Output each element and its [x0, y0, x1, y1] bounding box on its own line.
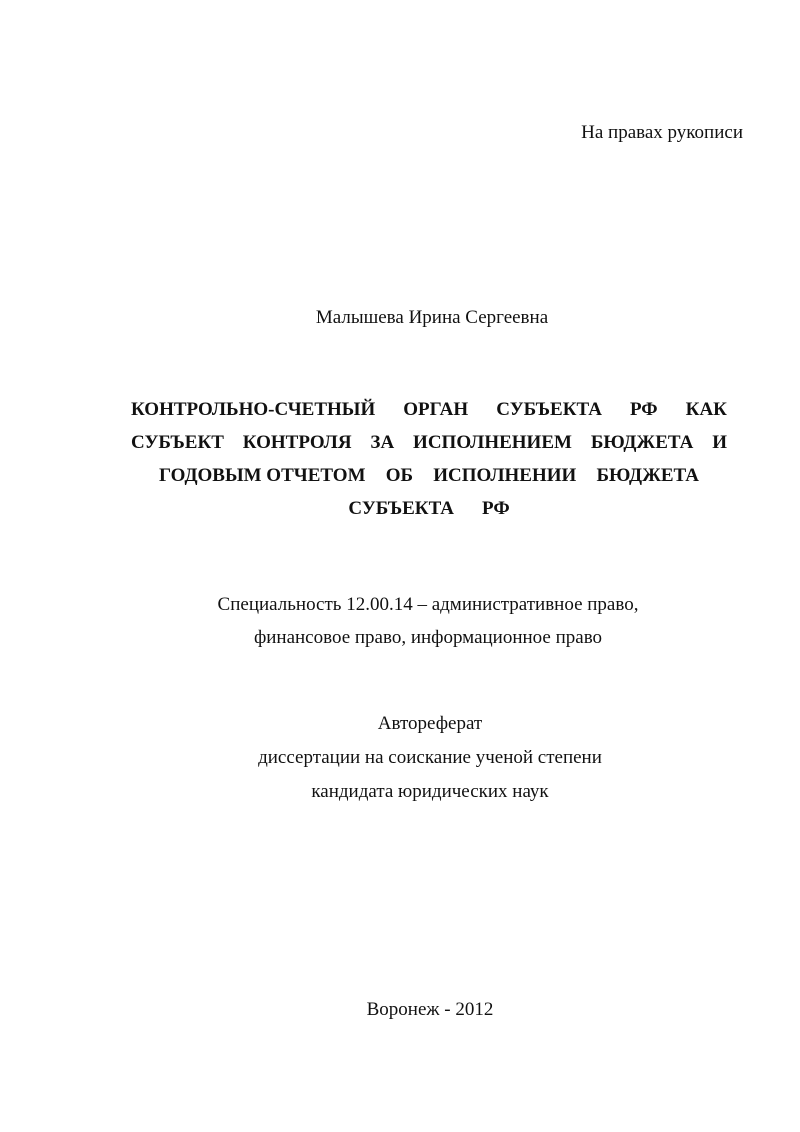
specialty-block	[0, 588, 800, 654]
title-word: ИСПОЛНЕНИИ	[433, 465, 577, 486]
abstract-line-1: Автореферат	[377, 713, 483, 734]
title-word: КОНТРОЛЯ	[242, 432, 352, 453]
abstract-line-3: кандидата юридических наук	[311, 781, 549, 802]
title-word: СУБЪЕКТА	[496, 399, 602, 420]
title-word: РФ	[630, 399, 658, 420]
dissertation-title	[131, 393, 727, 525]
title-line-2	[131, 426, 727, 459]
title-word: БЮДЖЕТА	[590, 432, 694, 453]
abstract-block	[0, 707, 800, 809]
author-name: Малышева Ирина Сергеевна	[315, 307, 549, 328]
title-line-1	[131, 393, 727, 426]
place-and-year: Воронеж - 2012	[366, 999, 494, 1020]
title-word: ОБ	[385, 465, 414, 486]
title-word: БЮДЖЕТА	[596, 465, 699, 486]
specialty-line-1: Специальность 12.00.14 – административное право,	[217, 594, 639, 615]
title-word: ЗА	[370, 432, 395, 453]
title-line-3	[131, 459, 727, 492]
title-word: И	[712, 432, 727, 453]
title-word: ГОДОВЫМ ОТЧЕТОМ	[159, 465, 366, 486]
manuscript-note: На правах рукописи	[581, 122, 743, 143]
title-word: КОНТРОЛЬНО-СЧЕТНЫЙ	[131, 399, 376, 420]
specialty-line-2: финансовое право, информационное право	[253, 627, 603, 648]
title-word: ОРГАН	[403, 399, 469, 420]
title-word: КАК	[685, 399, 727, 420]
title-word: ИСПОЛНЕНИЕМ	[413, 432, 572, 453]
title-word: РФ	[482, 498, 510, 519]
title-line-4	[131, 492, 727, 525]
title-word: СУБЪЕКТ	[131, 432, 224, 453]
title-word: СУБЪЕКТА	[348, 498, 455, 519]
abstract-line-2: диссертации на соискание ученой степени	[258, 747, 602, 768]
